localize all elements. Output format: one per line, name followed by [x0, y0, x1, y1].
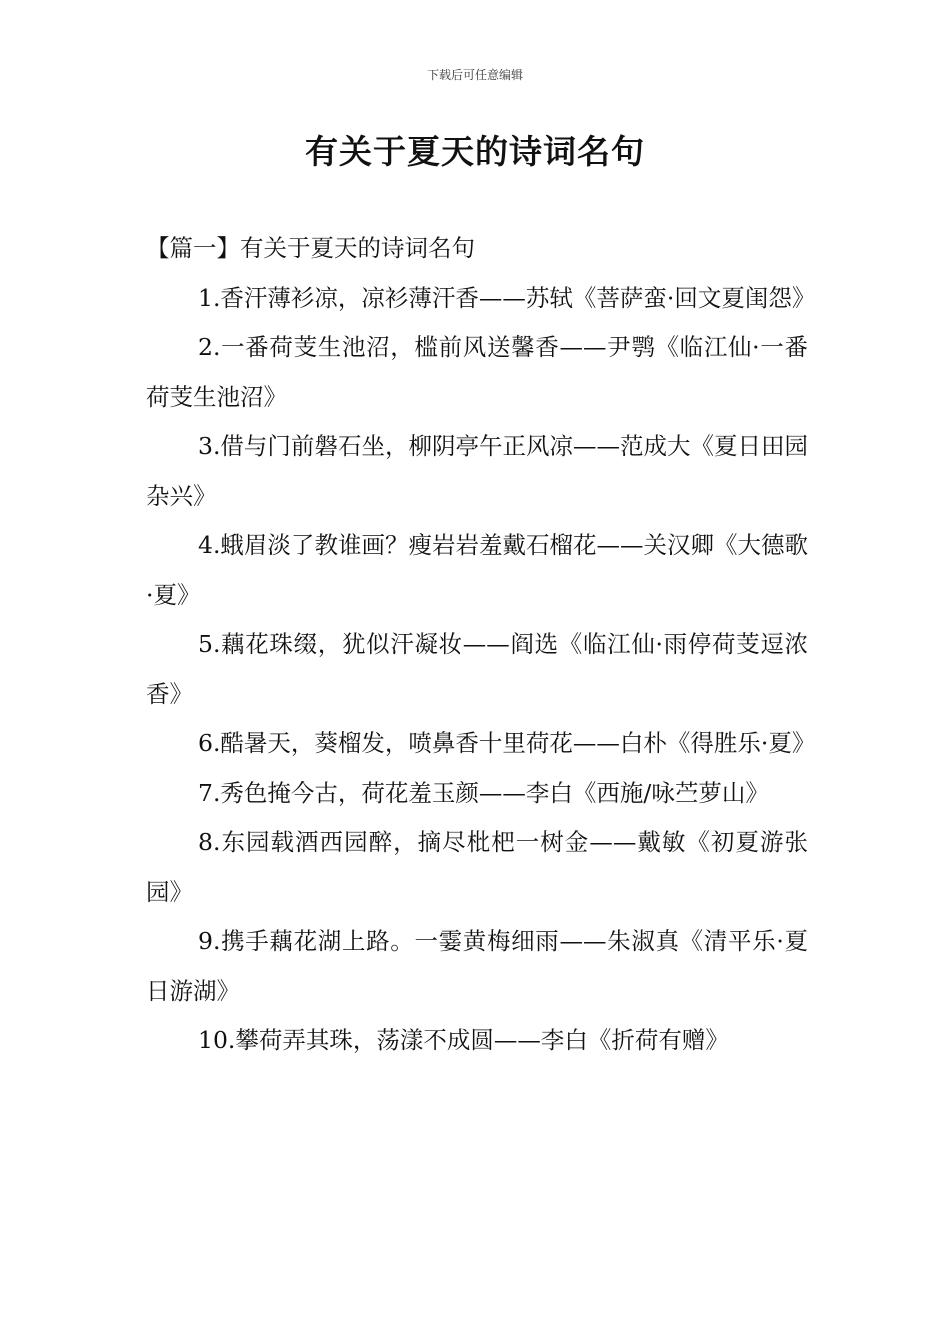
- poem-item-4: 4.蛾眉淡了教谁画？瘦岩岩羞戴石榴花——关汉卿《大德歌·夏》: [146, 531, 808, 609]
- poem-item-5: 5.藕花珠缀，犹似汗凝妆——阎选《临江仙·雨停荷芰逗浓香》: [146, 630, 808, 708]
- header-note: 下载后可任意编辑: [426, 68, 523, 82]
- poem-item-3: 3.借与门前磐石坐，柳阴亭午正风凉——范成大《夏日田园杂兴》: [146, 432, 808, 510]
- poem-item-7: 7.秀色掩今古，荷花羞玉颜——李白《西施/咏苎萝山》: [198, 778, 769, 807]
- section-heading: 【篇一】有关于夏天的诗词名句: [146, 234, 475, 262]
- poem-item-10: 10.攀荷弄其珠，荡漾不成圆——李白《折荷有赠》: [198, 1026, 729, 1054]
- poem-item-6: 6.酷暑天，葵榴发，喷鼻香十里荷花——白朴《得胜乐·夏》: [198, 729, 816, 757]
- document-title: 有关于夏天的诗词名句: [305, 132, 645, 171]
- poem-item-9: 9.携手藕花湖上路。一霎黄梅细雨——朱淑真《清平乐·夏日游湖》: [146, 927, 808, 1005]
- poem-item-2: 2.一番荷芰生池沼，槛前风送馨香——尹鹗《临江仙·一番荷芰生池沼》: [146, 333, 808, 411]
- document-body: [146, 224, 816, 1066]
- poem-item-8: 8.东园载酒西园醉，摘尽枇杷一树金——戴敏《初夏游张园》: [146, 828, 808, 906]
- poem-item-1: 1.香汗薄衫凉，凉衫薄汗香——苏轼《菩萨蛮·回文夏闺怨》: [198, 283, 816, 312]
